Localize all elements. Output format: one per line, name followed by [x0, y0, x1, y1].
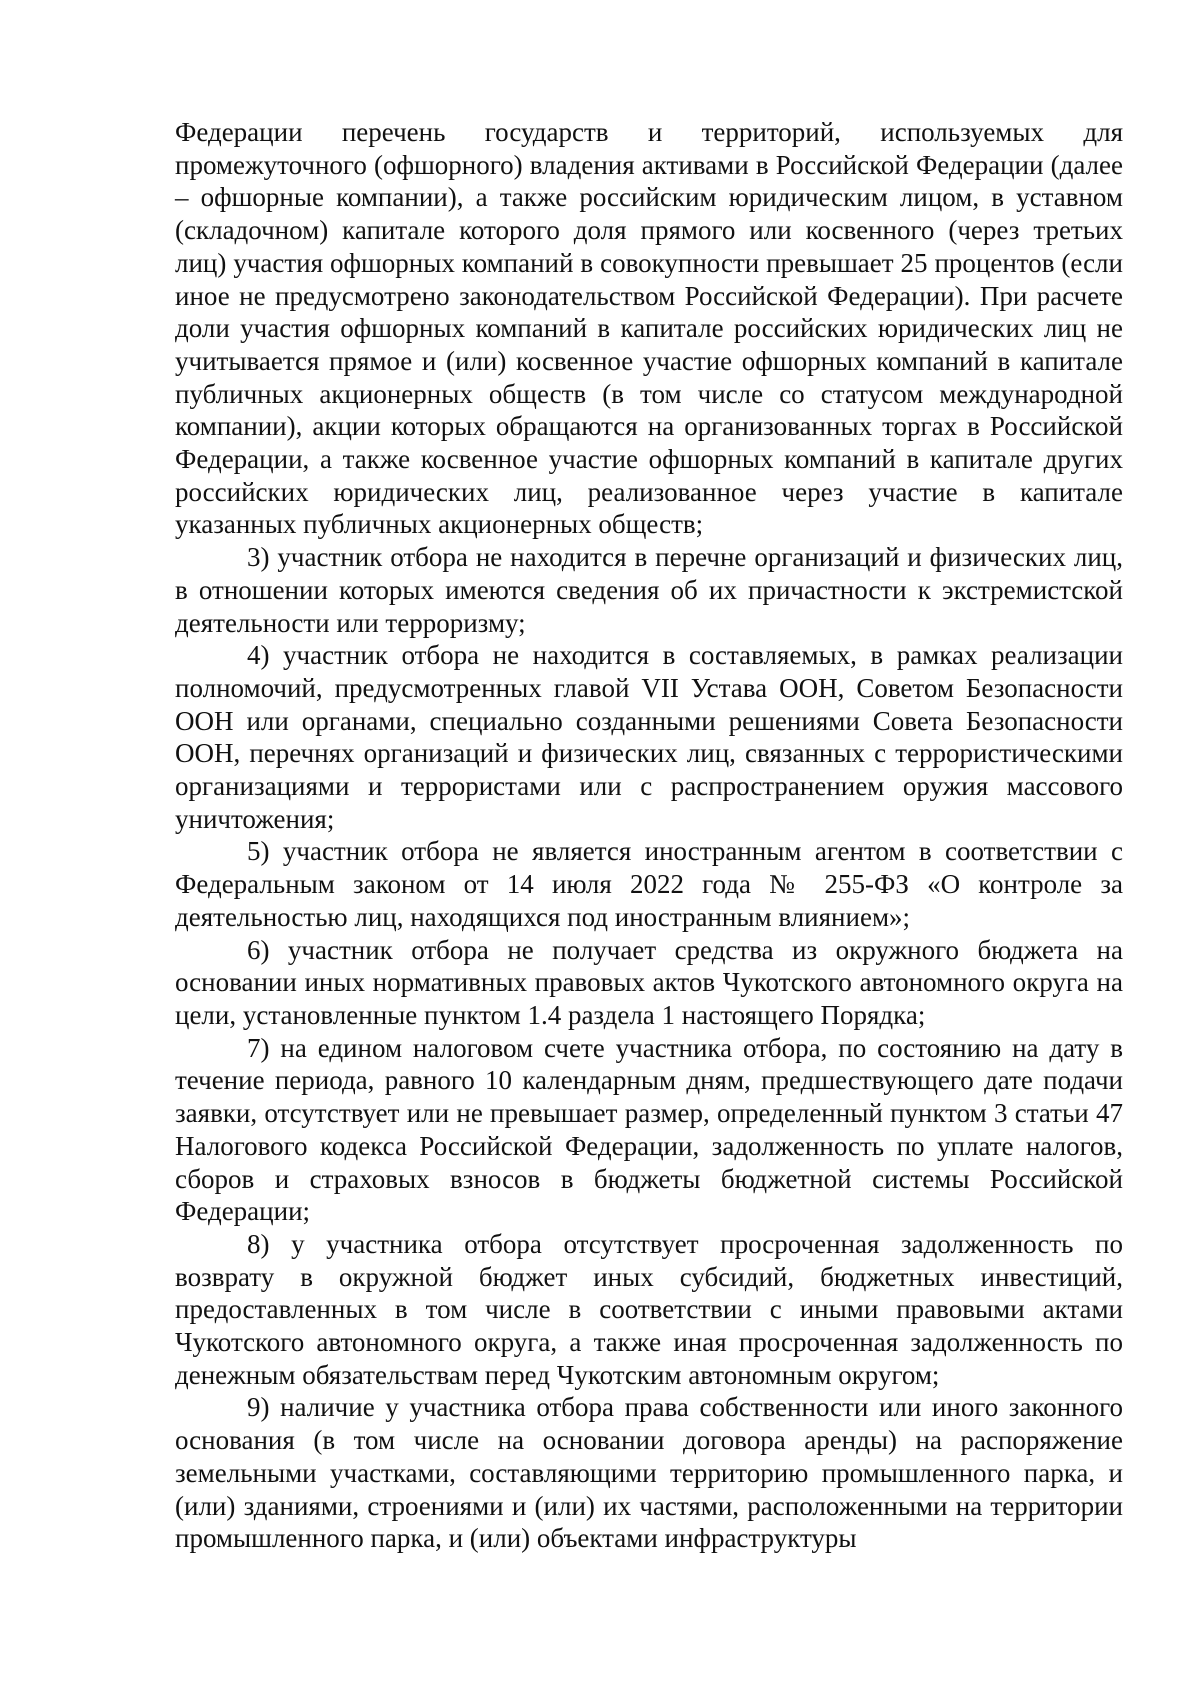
paragraph-item-7: 7) на едином налоговом счете участника отбора, по состоянию на дату в течение периода, равного 10 календарным дням, предшествующего дате подачи заявки, отсутствует или не превышает размер, определенный пунктом 3 статьи 47 Налогового кодекса Российской Федерации, задолженность по уплате налогов, сборов и страховых взносов в бюджеты бюджетной системы Российской Федерации;: [175, 1032, 1123, 1227]
paragraph-item-4: 4) участник отбора не находится в составляемых, в рамках реализации полномочий, предусмотренных главой VII Устава ООН, Советом Безопасности ООН или органами, специально созданными решениями Совета Безопасности ООН, перечнях организаций и физических лиц, связанных с террористическими организациями и террористами или с распространением оружия массового уничтожения;: [175, 640, 1123, 834]
document-body: [175, 116, 1123, 1555]
paragraph-offshore-continuation: Федерации перечень государств и территорий, используемых для промежуточного (офшорного) владения активами в Российской Федерации (далее – офшорные компании), а также российским юридическим лицом, в уставном (складочном) капитале которого доля прямого или косвенного (через третьих лиц) участия офшорных компаний в совокупности превышает 25 процентов (если иное не предусмотрено законодательством Российской Федерации). При расчете доли участия офшорных компаний в капитале российских юридических лиц не учитывается прямое и (или) косвенное участие офшорных компаний в капитале публичных акционерных обществ (в том числе со статусом международной компании), акции которых обращаются на организованных торгах в Российской Федерации, а также косвенное участие офшорных компаний в капитале других российских юридических лиц, реализованное через участие в капитале указанных публичных акционерных обществ;: [175, 117, 1123, 540]
paragraph-item-5: 5) участник отбора не является иностранным агентом в соответствии с Федеральным законом от 14 июля 2022 года № 255-ФЗ «О контроле за деятельностью лиц, находящихся под иностранным влиянием»;: [175, 836, 1123, 932]
paragraph-item-3: 3) участник отбора не находится в перечне организаций и физических лиц, в отношении которых имеются сведения об их причастности к экстремистской деятельности или терроризму;: [175, 542, 1123, 638]
paragraph-item-8: 8) у участника отбора отсутствует просроченная задолженность по возврату в окружной бюджет иных субсидий, бюджетных инвестиций, предоставленных в том числе в соответствии с иными правовыми актами Чукотского автономного округа, а также иная просроченная задолженность по денежным обязательствам перед Чукотским автономным округом;: [175, 1228, 1123, 1390]
paragraph-item-6: 6) участник отбора не получает средства из окружного бюджета на основании иных нормативных правовых актов Чукотского автономного округа на цели, установленные пунктом 1.4 раздела 1 настоящего Порядка;: [175, 934, 1123, 1030]
paragraph-item-9: 9) наличие у участника отбора права собственности или иного законного основания (в том числе на основании договора аренды) на распоряжение земельными участками, составляющими территорию промышленного парка, и (или) зданиями, строениями и (или) их частями, расположенными на территории промышленного парка, и (или) объектами инфраструктуры: [175, 1392, 1123, 1554]
